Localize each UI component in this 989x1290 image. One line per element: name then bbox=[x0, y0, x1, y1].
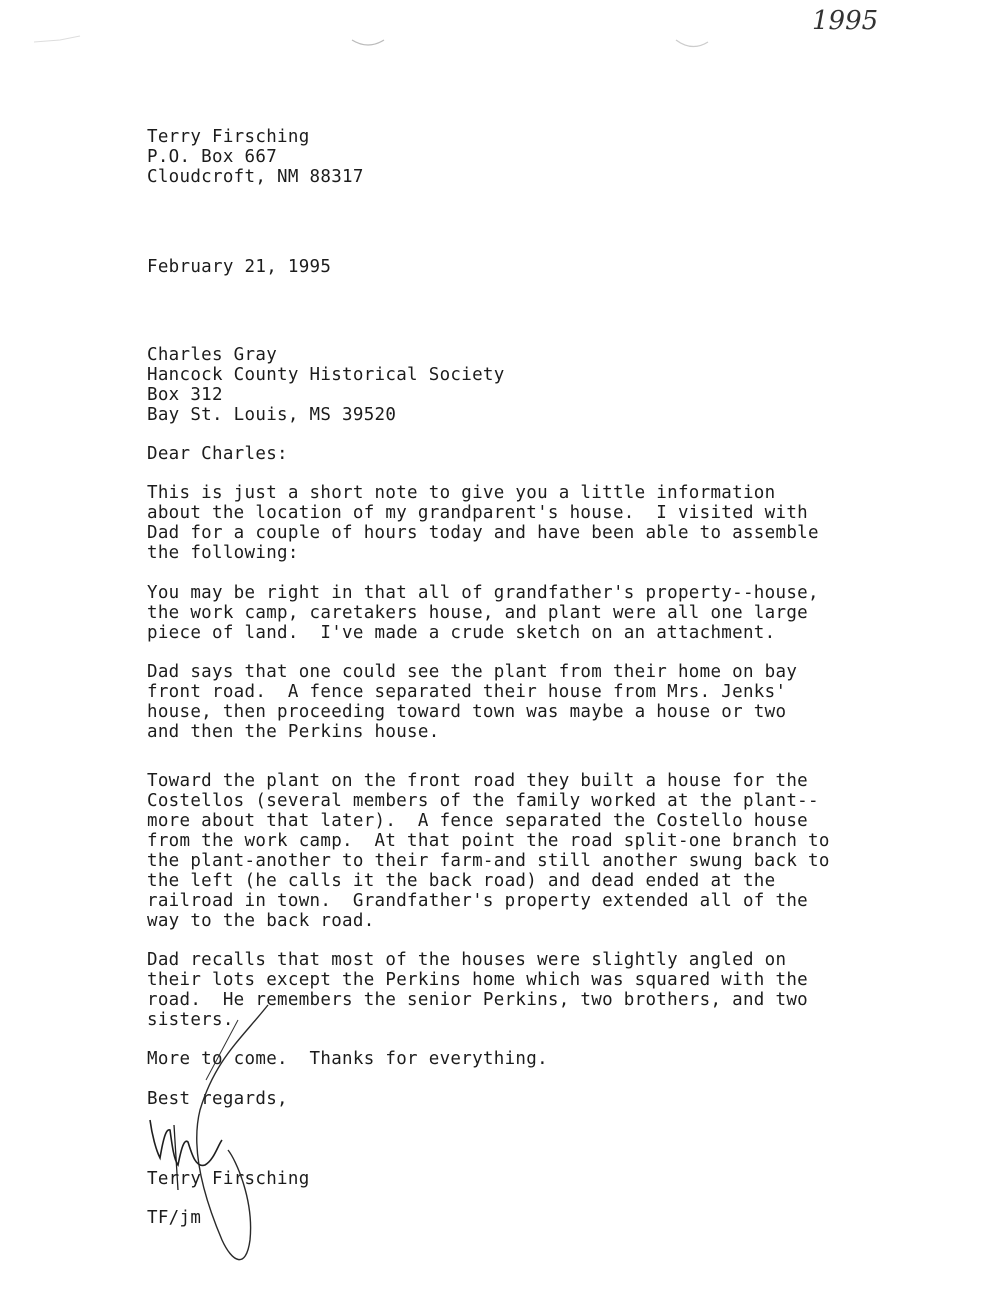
typist-initials: TF/jm bbox=[147, 1208, 202, 1228]
body-line: the following: bbox=[147, 543, 299, 563]
sender-city: Cloudcroft, NM 88317 bbox=[147, 167, 364, 187]
body-line: Dad for a couple of hours today and have been able to assemble bbox=[147, 523, 819, 543]
recipient-city: Bay St. Louis, MS 39520 bbox=[147, 405, 397, 425]
body-line: piece of land. I've made a crude sketch on an attachment. bbox=[147, 623, 776, 643]
body-line: more about that later). A fence separated the Costello house bbox=[147, 811, 808, 831]
signature-name: Terry Firsching bbox=[147, 1169, 310, 1189]
body-line: the plant-another to their farm-and still another swung back to bbox=[147, 851, 830, 871]
body-line: Dad recalls that most of the houses were slightly angled on bbox=[147, 950, 787, 970]
scan-marks bbox=[0, 0, 989, 80]
recipient-box: Box 312 bbox=[147, 385, 223, 405]
body-line: front road. A fence separated their house from Mrs. Jenks' bbox=[147, 682, 787, 702]
recipient-name: Charles Gray bbox=[147, 345, 278, 365]
sender-name: Terry Firsching bbox=[147, 127, 310, 147]
sender-po-box: P.O. Box 667 bbox=[147, 147, 278, 167]
body-line: house, then proceeding toward town was maybe a house or two bbox=[147, 702, 787, 722]
body-line: the left (he calls it the back road) and dead ended at the bbox=[147, 871, 776, 891]
body-line: Dad says that one could see the plant from their home on bay bbox=[147, 662, 798, 682]
handwritten-year-note: 1995 bbox=[812, 6, 879, 36]
body-line: about the location of my grandparent's house. I visited with bbox=[147, 503, 808, 523]
body-line: from the work camp. At that point the road split-one branch to bbox=[147, 831, 830, 851]
body-line: This is just a short note to give you a little information bbox=[147, 483, 776, 503]
body-line: Toward the plant on the front road they built a house for the bbox=[147, 771, 808, 791]
closing: Best regards, bbox=[147, 1089, 288, 1109]
body-line: way to the back road. bbox=[147, 911, 375, 931]
letter-date: February 21, 1995 bbox=[147, 257, 332, 277]
body-line: You may be right in that all of grandfather's property--house, bbox=[147, 583, 819, 603]
body-line: Costellos (several members of the family worked at the plant-- bbox=[147, 791, 819, 811]
body-line: and then the Perkins house. bbox=[147, 722, 440, 742]
body-line: road. He remembers the senior Perkins, two brothers, and two bbox=[147, 990, 808, 1010]
salutation: Dear Charles: bbox=[147, 444, 288, 464]
closing-note: More to come. Thanks for everything. bbox=[147, 1049, 548, 1069]
body-line: sisters. bbox=[147, 1010, 234, 1030]
body-line: their lots except the Perkins home which was squared with the bbox=[147, 970, 808, 990]
recipient-organization: Hancock County Historical Society bbox=[147, 365, 505, 385]
body-line: the work camp, caretakers house, and plant were all one large bbox=[147, 603, 808, 623]
body-line: railroad in town. Grandfather's property extended all of the bbox=[147, 891, 808, 911]
